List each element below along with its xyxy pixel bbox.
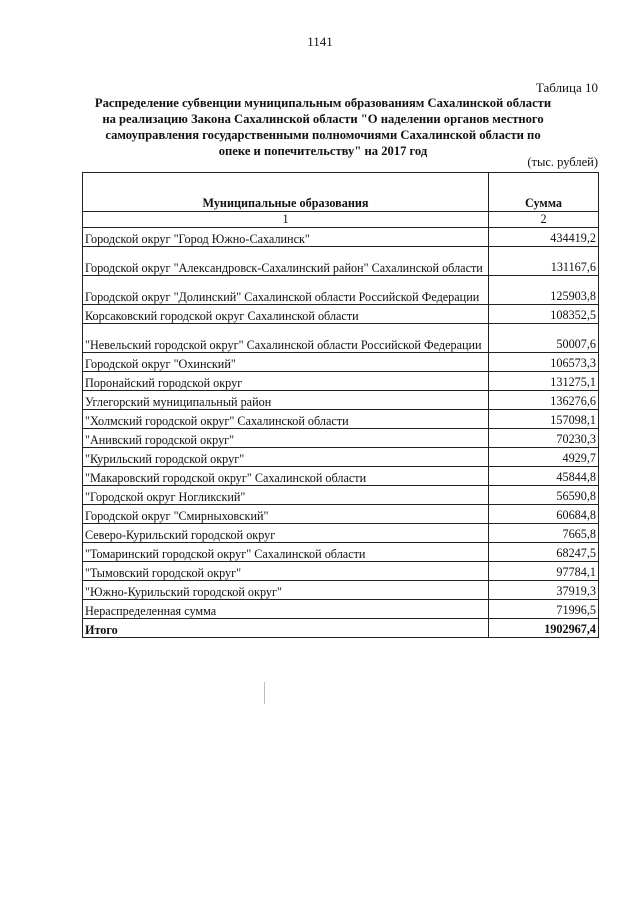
row-name: Углегорский муниципальный район xyxy=(83,391,489,410)
total-row xyxy=(83,619,599,638)
table-row xyxy=(83,228,599,247)
row-name: Городской округ "Долинский" Сахалинской области Российской Федерации xyxy=(83,276,489,305)
row-name: "Невельский городской округ" Сахалинской области Российской Федерации xyxy=(83,324,489,353)
row-amount: 434419,2 xyxy=(489,228,599,247)
row-name: Городской округ "Александровск-Сахалинский район" Сахалинской области xyxy=(83,247,489,276)
column-header-municipalities: Муниципальные образования xyxy=(83,173,489,212)
row-name: Городской округ "Охинский" xyxy=(83,353,489,372)
row-amount: 131167,6 xyxy=(489,247,599,276)
row-amount: 4929,7 xyxy=(489,448,599,467)
page-number: 1141 xyxy=(307,34,333,49)
document-title: Распределение субвенции муниципальным образованиям Сахалинской области на реализацию Закона Сахалинской области "О наделении органов местного самоуправления государственными полномочиями Сахалинской области по опеке и попечительству" на 2017 год xyxy=(94,96,552,158)
row-amount: 50007,6 xyxy=(489,324,599,353)
row-amount: 70230,3 xyxy=(489,429,599,448)
row-amount: 97784,1 xyxy=(489,562,599,581)
row-name: "Макаровский городской округ" Сахалинской области xyxy=(83,467,489,486)
header-row xyxy=(83,173,599,212)
total-amount: 1902967,4 xyxy=(489,619,599,638)
table-row xyxy=(83,353,599,372)
row-name: "Тымовский городской округ" xyxy=(83,562,489,581)
row-name: "Томаринский городской округ" Сахалинской области xyxy=(83,543,489,562)
table-row xyxy=(83,600,599,619)
scan-artifact xyxy=(264,682,265,704)
table-row xyxy=(83,247,599,276)
row-name: "Анивский городской округ" xyxy=(83,429,489,448)
table-row xyxy=(83,276,599,305)
row-name: "Холмский городской округ" Сахалинской области xyxy=(83,410,489,429)
row-amount: 37919,3 xyxy=(489,581,599,600)
table-row xyxy=(83,372,599,391)
row-name: "Курильский городской округ" xyxy=(83,448,489,467)
table-row xyxy=(83,524,599,543)
table-row xyxy=(83,429,599,448)
table-row xyxy=(83,562,599,581)
row-name: Северо-Курильский городской округ xyxy=(83,524,489,543)
row-amount: 136276,6 xyxy=(489,391,599,410)
row-amount: 125903,8 xyxy=(489,276,599,305)
table-row xyxy=(83,486,599,505)
row-amount: 68247,5 xyxy=(489,543,599,562)
total-label: Итого xyxy=(83,619,489,638)
row-amount: 157098,1 xyxy=(489,410,599,429)
table-row xyxy=(83,581,599,600)
row-name: Поронайский городской округ xyxy=(83,372,489,391)
row-amount: 7665,8 xyxy=(489,524,599,543)
table-row xyxy=(83,391,599,410)
table-row xyxy=(83,505,599,524)
table-body xyxy=(83,228,599,638)
table-row xyxy=(83,324,599,353)
table-label: Таблица 10 xyxy=(535,80,598,95)
row-name: Нераспределенная сумма xyxy=(83,600,489,619)
row-amount: 60684,8 xyxy=(489,505,599,524)
column-number-row xyxy=(83,212,599,228)
units-label: (тыс. рублей) xyxy=(527,155,598,169)
row-name: Городской округ "Смирныховский" xyxy=(83,505,489,524)
column-number-2: 2 xyxy=(489,212,599,228)
table-row xyxy=(83,467,599,486)
column-number-1: 1 xyxy=(83,212,489,228)
table-row xyxy=(83,448,599,467)
table-row xyxy=(83,410,599,429)
row-name: "Городской округ Ногликский" xyxy=(83,486,489,505)
subvention-table xyxy=(82,172,599,638)
row-amount: 71996,5 xyxy=(489,600,599,619)
row-amount: 56590,8 xyxy=(489,486,599,505)
row-amount: 108352,5 xyxy=(489,305,599,324)
row-amount: 45844,8 xyxy=(489,467,599,486)
column-header-amount: Сумма xyxy=(489,173,599,212)
table-row xyxy=(83,305,599,324)
row-amount: 106573,3 xyxy=(489,353,599,372)
row-name: Корсаковский городской округ Сахалинской области xyxy=(83,305,489,324)
row-amount: 131275,1 xyxy=(489,372,599,391)
row-name: "Южно-Курильский городской округ" xyxy=(83,581,489,600)
table-row xyxy=(83,543,599,562)
row-name: Городской округ "Город Южно-Сахалинск" xyxy=(83,228,489,247)
